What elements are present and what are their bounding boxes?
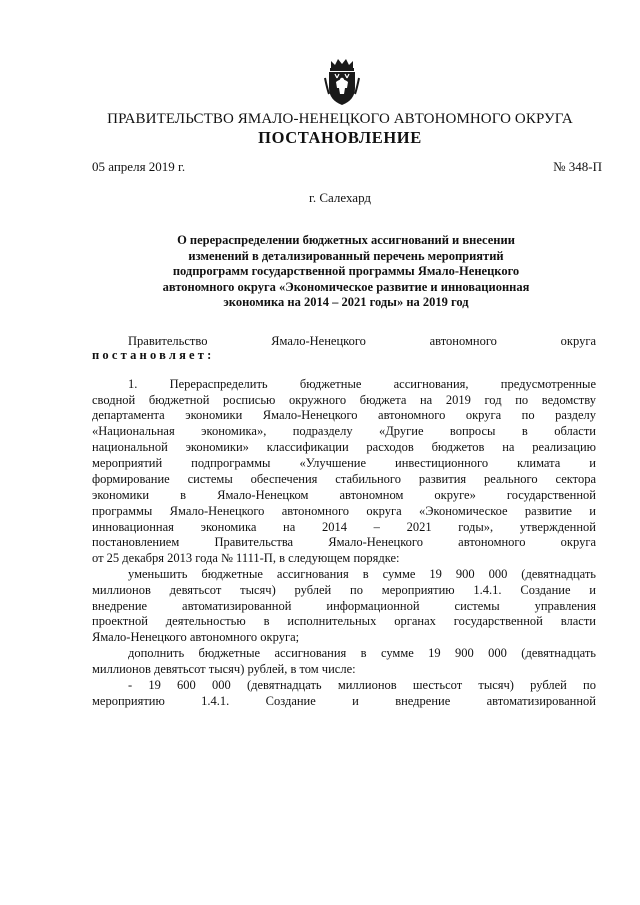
body-line: проектной деятельностью в исполнительных органах государственной власти [92,614,596,628]
preamble-word: Ямало-Ненецкого [271,334,366,348]
title-line: О перераспределении бюджетных ассигнований и внесении [177,233,515,247]
body-line: формирование системы обеспечения стабильного развития реального сектора [92,472,596,486]
body-line: 1. Перераспределить бюджетные ассигнования, предусмотренные [128,377,596,391]
resolves-word: постановляет: [92,348,215,362]
document-title [128,233,564,311]
body-line: мероприятию 1.4.1. Создание и внедрение автоматизированной [92,694,596,708]
body-line: «Национальная экономика», подразделу «Другие вопросы в области [92,424,596,438]
title-line: изменений в детализированный перечень мероприятий [188,248,504,263]
title-line: экономика на 2014 – 2021 годы» на 2019 год [223,295,469,310]
body-line: департамента экономики Ямало-Ненецкого автономного округа по разделу [92,408,596,422]
preamble-line [128,334,596,348]
body-line: внедрение автоматизированной информационной системы управления [92,599,596,613]
body-line: дополнить бюджетные ассигнования в сумме 19 900 000 (девятнадцать [128,646,596,660]
body-line: миллионов девятьсот тысяч) рублей по мероприятию 1.4.1. Создание и [92,583,596,597]
preamble-word: Правительство [128,334,208,348]
organization-name: ПРАВИТЕЛЬСТВО ЯМАЛО-НЕНЕЦКОГО АВТОНОМНОГО ОКРУГА [107,111,573,127]
preamble-word: автономного [429,334,497,348]
body-line: уменьшить бюджетные ассигнования в сумме 19 900 000 (девятнадцать [128,567,596,581]
body-line: миллионов девятьсот тысяч) рублей, в том числе: [92,662,356,676]
body-line: постановлением Правительства Ямало-Ненецкого автономного округа [92,535,596,549]
body-line: экономики в Ямало-Ненецком автономном округе» государственной [92,488,596,502]
document-date: 05 апреля 2019 г. [92,159,186,174]
body-line: инновационная экономика на 2014 – 2021 годы», утвержденной [92,520,596,534]
title-line: подпрограмм государственной программы Ямало-Ненецкого [172,264,520,279]
body-line: национальной экономики» классификации расходов бюджетов на реализацию [92,440,596,454]
body-line: Ямало-Ненецкого автономного округа; [92,630,300,644]
body-line: - 19 600 000 (девятнадцать миллионов шестьсот тысяч) рублей по [128,678,596,692]
issue-city: г. Салехард [308,190,372,205]
preamble-word: округа [560,334,596,348]
document-number: № 348-П [553,159,602,174]
body-line: мероприятий подпрограммы «Улучшение инвестиционного климата и [92,456,596,470]
body-line: программы Ямало-Ненецкого автономного округа «Экономическое развитие и [92,504,596,518]
preamble-resolves [92,348,596,362]
body-line: от 25 декабря 2013 года № 1111-П, в следующем порядке: [92,551,400,565]
document-type: ПОСТАНОВЛЕНИЕ [258,128,422,147]
coat-of-arms-icon [323,58,361,106]
body-line: сводной бюджетной росписью окружного бюджета на 2019 год по ведомству [92,393,596,407]
title-line: автономного округа «Экономическое развитие и инновационная [162,279,530,294]
